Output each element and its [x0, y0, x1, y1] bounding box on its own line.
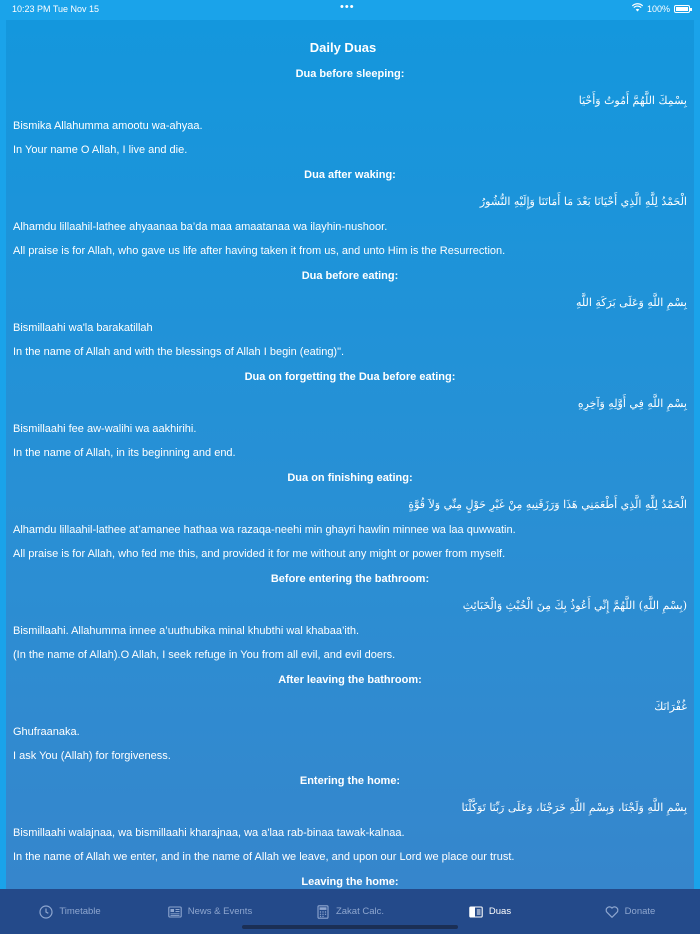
- dua-translation: All praise is for Allah, who gave us life after having taken it from us, and unto Him is the Resurrection.: [13, 245, 506, 257]
- dua-arabic: الْحَمْدُ لِلَّهِ الَّذِي أَحْيَانَا بَعْدَ مَا أَمَاتَنَا وَإِلَيْهِ النُّشُورُ: [479, 195, 687, 208]
- dua-section: [13, 472, 687, 560]
- dua-section: [13, 270, 687, 358]
- dua-transliteration: Bismillaahi. Allahumma innee a’uuthubika minal khubthi wal khabaa’ith.: [13, 625, 360, 637]
- dua-transliteration: Bismillaahi walajnaa, wa bismillaahi kharajnaa, wa a'laa rab-binaa tawak-kalnaa.: [13, 827, 405, 839]
- dua-title: Dua on finishing eating:: [287, 472, 413, 484]
- multitasking-dots-icon[interactable]: •••: [340, 1, 355, 13]
- dua-transliteration: Bismillaahi wa'la barakatillah: [13, 322, 153, 334]
- dua-title: Dua before sleeping:: [295, 68, 405, 80]
- dua-section: [13, 371, 687, 459]
- duas-content[interactable]: [6, 20, 694, 889]
- dua-translation: In the name of Allah we enter, and in the name of Allah we leave, and upon our Lord we place our trust.: [13, 851, 515, 863]
- dua-title: After leaving the bathroom:: [278, 674, 422, 686]
- dua-transliteration: Bismika Allahumma amootu wa-ahyaa.: [13, 120, 203, 132]
- tab-label: Timetable: [59, 906, 101, 917]
- dua-section: [13, 573, 687, 661]
- tab-label: Duas: [488, 906, 512, 917]
- home-indicator[interactable]: [242, 925, 458, 929]
- dua-translation: In Your name O Allah, I live and die.: [13, 144, 188, 156]
- dua-title: Dua before eating:: [301, 270, 399, 282]
- dua-title: Dua on forgetting the Dua before eating:: [244, 371, 456, 383]
- dua-arabic: (بِسْمِ اللَّهِ) اللَّهُمَّ إِنِّي أَعُوذُ بِكَ مِنَ الْخُبْثِ وَالْخَبَائِثِ: [462, 599, 687, 612]
- dua-title: Leaving the home:: [301, 876, 399, 888]
- dua-transliteration: Alhamdu lillaahil-lathee at’amanee hathaa wa razaqa-neehi min ghayri hawlin minnee wa laa quwwatin.: [13, 524, 516, 536]
- heart-icon: [605, 905, 619, 919]
- dua-arabic: بِسْمِكَ اللَّهُمَّ أَمُوتُ وَأَحْيَا: [578, 94, 687, 107]
- dua-section: [13, 876, 687, 888]
- tab-timetable[interactable]: [0, 889, 140, 934]
- dua-title: Before entering the bathroom:: [270, 573, 430, 585]
- dua-translation: In the name of Allah, in its beginning and end.: [13, 447, 236, 459]
- newspaper-icon: [168, 905, 182, 919]
- tab-label: Donate: [624, 906, 656, 917]
- dua-translation: (In the name of Allah).O Allah, I seek refuge in You from all evil, and evil doers.: [13, 649, 396, 661]
- battery-icon: [674, 5, 690, 13]
- dua-transliteration: Bismillaahi fee aw-walihi wa aakhirihi.: [13, 423, 197, 435]
- tab-label: Zakat Calc.: [335, 906, 385, 917]
- dua-translation: I ask You (Allah) for forgiveness.: [13, 750, 171, 762]
- dua-arabic: غُفْرَانَكَ: [654, 700, 687, 713]
- clock-icon: [39, 905, 53, 919]
- dua-section: [13, 68, 687, 156]
- dua-arabic: الْحَمْدُ لِلَّهِ الَّذِي أَطْعَمَنِي هَذَا وَرَزَقَنِيهِ مِنْ غَيْرِ حَوْلٍ مِنِّي وَلاَ قُوَّةٍ: [408, 498, 687, 511]
- dua-translation: All praise is for Allah, who fed me this, and provided it for me without any might or power from myself.: [13, 548, 506, 560]
- book-icon: [469, 905, 483, 919]
- dua-transliteration: Ghufraanaka.: [13, 726, 80, 738]
- dua-arabic: بِسْمِ اللَّهِ وَلَجْنَا، وَبِسْمِ اللَّهِ خَرَجْنَا، وَعَلَى رَبِّنَا تَوَكَّلْنَا: [461, 801, 687, 814]
- dua-arabic: بِسْمِ اللَّهِ وَعَلَى بَرَكَةِ اللَّهِ: [575, 296, 687, 309]
- dua-section: [13, 169, 687, 257]
- dua-title: Entering the home:: [299, 775, 401, 787]
- tab-donate[interactable]: [560, 889, 700, 934]
- dua-section: [13, 674, 687, 762]
- page-title: Daily Duas: [309, 40, 377, 55]
- calculator-icon: [316, 905, 330, 919]
- dua-transliteration: Alhamdu lillaahil-lathee ahyaanaa ba’da maa amaatanaa wa ilayhin-nushoor.: [13, 221, 388, 233]
- status-bar: [0, 0, 700, 18]
- dua-section: [13, 775, 687, 863]
- dua-arabic: بِسْمِ اللَّهِ فِي أَوَّلِهِ وَآخِرِهِ: [577, 397, 687, 410]
- dua-title: Dua after waking:: [304, 169, 396, 181]
- battery-percent: 100%: [646, 4, 670, 14]
- tab-label: News & Events: [187, 906, 253, 917]
- wifi-icon: [632, 3, 643, 15]
- status-right: [632, 3, 690, 15]
- dua-translation: In the name of Allah and with the blessings of Allah I begin (eating)".: [13, 346, 345, 358]
- status-time: 10:23 PM Tue Nov 15: [12, 4, 100, 14]
